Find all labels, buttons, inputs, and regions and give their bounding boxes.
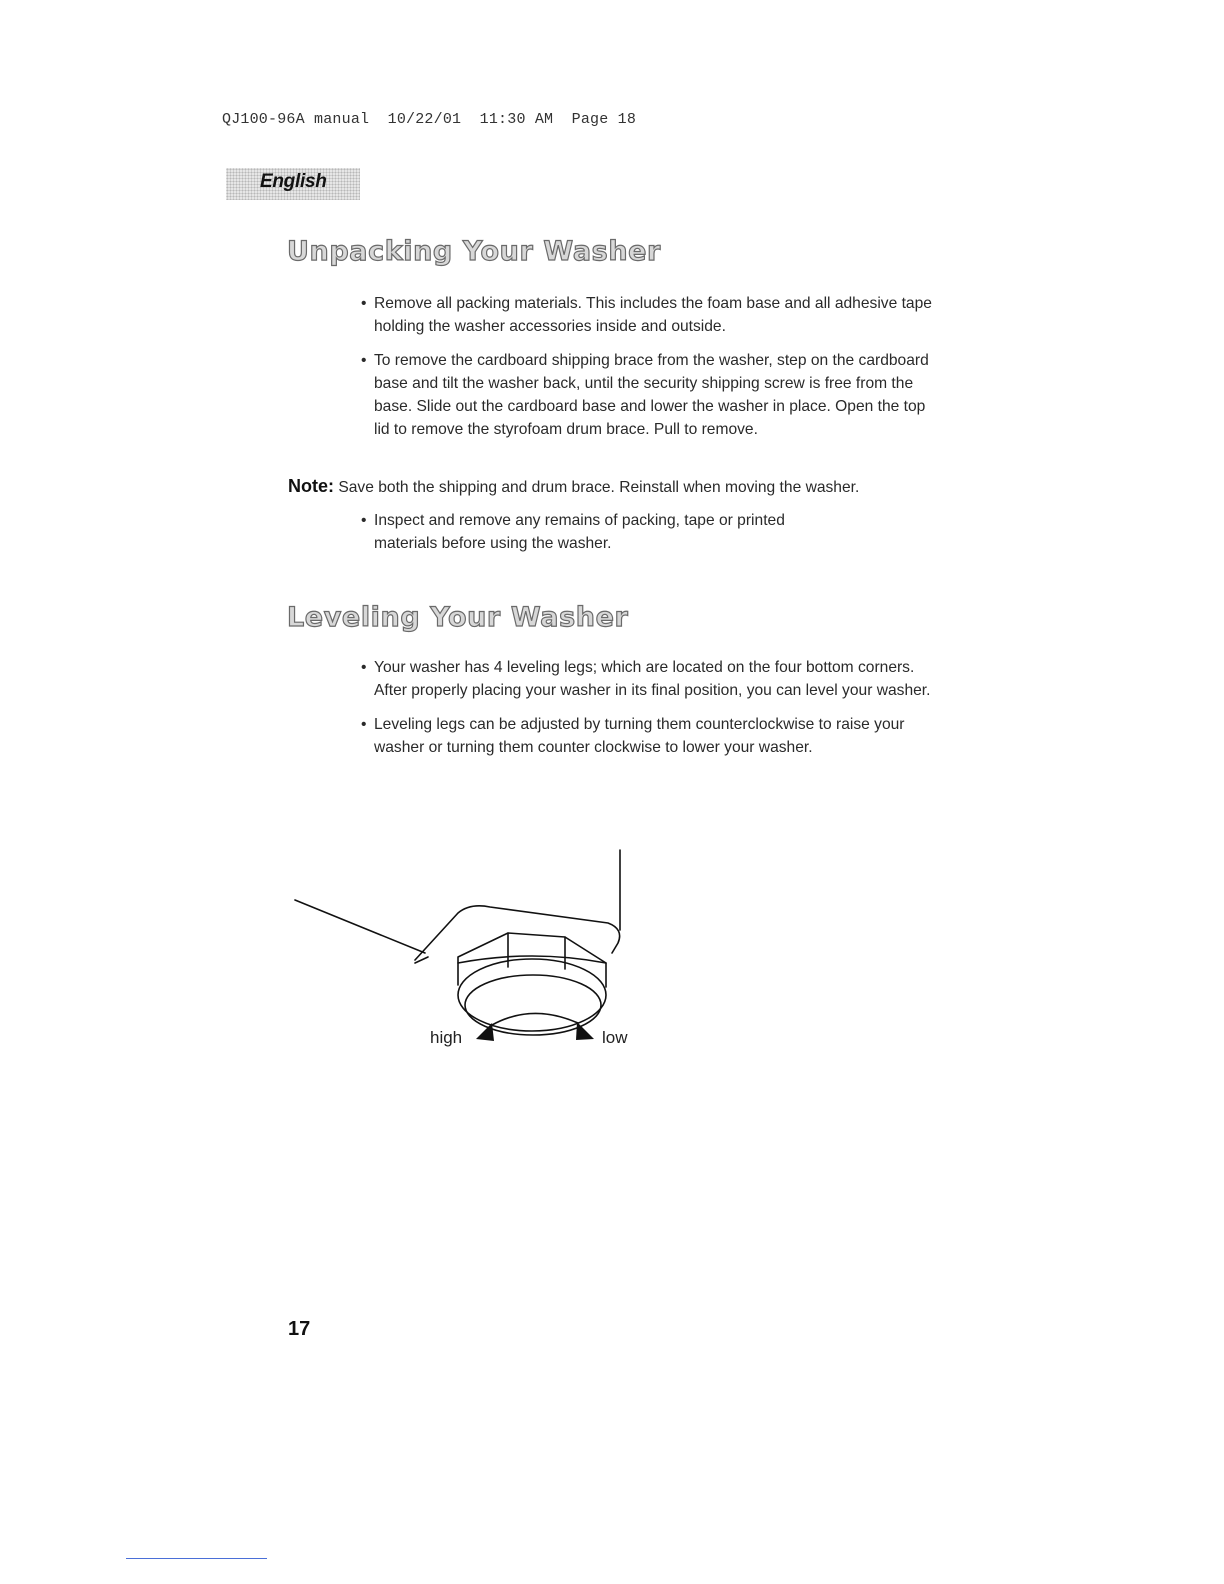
list-item: • Inspect and remove any remains of packing, tape or printed materials before using the washer.: [358, 509, 828, 555]
bottom-rule: [126, 1558, 267, 1559]
foot-base-outer: [458, 959, 606, 1031]
note-text: Save both the shipping and drum brace. Reinstall when moving the washer.: [338, 479, 860, 496]
leveling-bullet-list: [358, 656, 938, 770]
unpacking-bullet-list: [358, 292, 938, 452]
inspect-bullet-list: [358, 509, 828, 566]
language-tab: [226, 168, 360, 200]
language-tab-label: English: [260, 171, 327, 192]
list-item: • Leveling legs can be adjusted by turning them counterclockwise to raise your washer or turning them counter clockwise to lower your washer.: [358, 713, 938, 759]
list-item: • Remove all packing materials. This includes the foam base and all adhesive tape holding the washer accessories inside and outside.: [358, 292, 938, 338]
unpacking-title: Unpacking Your Washer: [287, 236, 661, 267]
leveling-leg-diagram: [280, 845, 660, 1070]
label-low: low: [602, 1028, 628, 1047]
cabinet-edge-line: [295, 900, 425, 953]
leveling-title: Leveling Your Washer: [287, 602, 629, 633]
rotation-arc: [492, 1013, 578, 1025]
note: [288, 475, 988, 499]
list-item: • Your washer has 4 leveling legs; which are located on the four bottom corners. After properly placing your washer in its final position, you can level your washer.: [358, 656, 938, 702]
note-label: Note:: [288, 476, 334, 496]
print-header: QJ100-96A manual 10/22/01 11:30 AM Page 18: [222, 111, 637, 128]
label-high: high: [430, 1028, 463, 1047]
leveling-leg-illustration: [280, 845, 660, 1065]
page-number: 17: [288, 1318, 311, 1340]
list-item: • To remove the cardboard shipping brace from the washer, step on the cardboard base and tilt the washer back, until the security shipping screw is free from the base. Slide out the cardboard base and lower the washer in place. Open the top lid to remove the styrofoam drum brace. Pull to remove.: [358, 349, 938, 441]
